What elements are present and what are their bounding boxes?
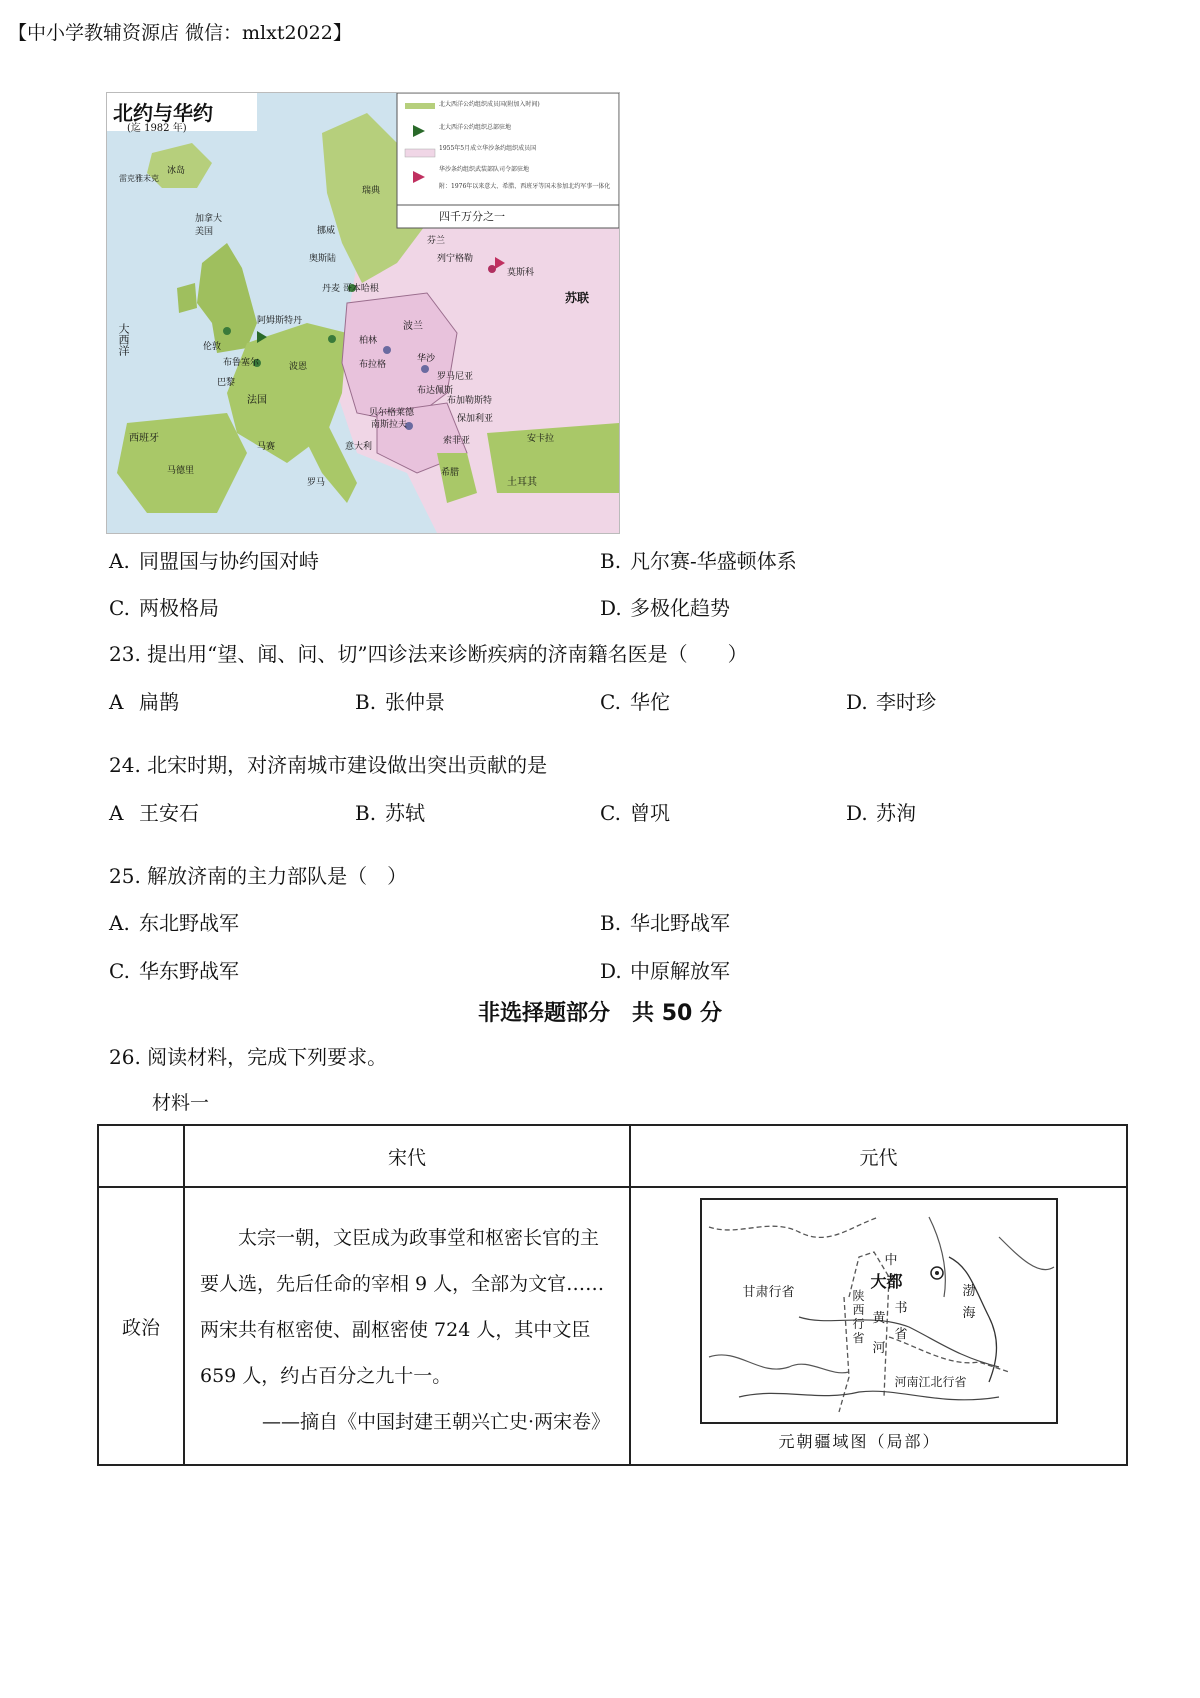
yuan-label-shaanxi: 陕西行省 xyxy=(852,1289,865,1345)
map-label-france: 法国 xyxy=(247,395,267,406)
song-text: 太宗一朝，文臣成为政事堂和枢密长官的主要人选，先后任命的宰相 9 人，全部为文官……两宋共有枢密使、副枢密使 724 人，其中文臣 659 人，约占百分之九十一。 xyxy=(200,1227,605,1387)
yuan-label-huang: 黄 xyxy=(872,1311,886,1326)
option-label: B. xyxy=(600,911,622,935)
map-label-sweden: 瑞典 xyxy=(362,186,381,196)
option-label: A xyxy=(109,801,124,825)
map-label-moscow: 莫斯科 xyxy=(507,268,535,278)
map-label-bonn: 波恩 xyxy=(289,362,308,372)
option-label: D. xyxy=(600,596,622,620)
option-label: C. xyxy=(109,596,130,620)
map-label-oslo: 奥斯陆 xyxy=(309,254,337,264)
nato-warsaw-map xyxy=(106,92,620,534)
yuan-label-gansu: 甘肃行省 xyxy=(742,1285,795,1300)
yuan-label-shu: 书 xyxy=(894,1301,908,1316)
map-label-canada-us: 加拿大 美国 xyxy=(195,214,223,237)
map-legend xyxy=(439,99,611,192)
yuan-label-bohai: 渤海 xyxy=(962,1284,976,1321)
option-label: B. xyxy=(600,549,622,573)
map-label-budapest: 布达佩斯 xyxy=(417,386,454,396)
yuan-label-dadu: 大都 xyxy=(870,1272,903,1291)
q24-option-b xyxy=(355,797,425,826)
option-label: A. xyxy=(109,549,130,573)
header-watermark: 【中小学教辅资源店 微信：mlxt2022】 xyxy=(8,22,352,44)
option-text: 李时珍 xyxy=(876,690,936,714)
map-label-leningrad: 列宁格勒 xyxy=(437,254,474,264)
yuan-label-zhong: 中 xyxy=(884,1253,898,1268)
option-text: 华北野战军 xyxy=(630,911,730,935)
map-label-copenhagen: 丹麦 哥本哈根 xyxy=(322,284,379,294)
yuan-label-he: 河 xyxy=(872,1341,886,1356)
map-label-yugoslavia: 南斯拉夫 xyxy=(371,420,408,430)
yuan-label-sheng: 省 xyxy=(894,1327,908,1342)
q23-option-d xyxy=(846,686,936,715)
option-text: 苏轼 xyxy=(385,801,425,825)
option-label: B. xyxy=(355,801,377,825)
q25-option-a xyxy=(109,907,239,936)
map-label-soviet: 苏联 xyxy=(565,291,590,305)
option-text: 王安石 xyxy=(139,801,199,825)
map-label-greece: 希腊 xyxy=(441,468,460,478)
q24-stem: 24. 北宋时期，对济南城市建设做出突出贡献的是 xyxy=(109,753,548,777)
option-label: C. xyxy=(109,959,130,983)
table-header-yuan: 元代 xyxy=(630,1125,1127,1187)
material-label: 材料一 xyxy=(152,1092,210,1114)
option-label: B. xyxy=(355,690,377,714)
q22-option-c xyxy=(109,592,219,621)
map-label-amsterdam: 阿姆斯特丹 xyxy=(257,316,303,326)
q22-option-a xyxy=(109,545,319,574)
table-header-song: 宋代 xyxy=(184,1125,630,1187)
map-label-bucharest: 布加勒斯特 xyxy=(447,396,493,406)
map-label-atlantic: 大西洋 xyxy=(117,323,130,356)
map-label-rome: 罗马 xyxy=(307,478,326,488)
map-label-brussels: 布鲁塞尔 xyxy=(223,358,260,368)
map-label-sofia: 索菲亚 xyxy=(443,436,471,446)
q22-option-b xyxy=(600,545,797,574)
q23-option-a xyxy=(109,686,179,715)
q25-option-b xyxy=(600,907,730,936)
map-label-berlin: 柏林 xyxy=(359,336,378,346)
yuan-map xyxy=(699,1197,1059,1455)
yuan-label-henan: 河南江北行省 xyxy=(894,1375,967,1389)
song-cell xyxy=(184,1187,630,1465)
option-label: D. xyxy=(600,959,622,983)
option-text: 扁鹊 xyxy=(139,690,179,714)
q25-option-d xyxy=(600,955,730,984)
option-text: 华佗 xyxy=(630,690,670,714)
row-label-politics: 政治 xyxy=(98,1187,184,1465)
map-scale: 四千万分之一 xyxy=(439,210,505,223)
map-label-ankara: 安卡拉 xyxy=(527,434,555,444)
option-label: C. xyxy=(600,690,621,714)
option-text: 凡尔赛-华盛顿体系 xyxy=(630,549,797,573)
q25-stem: 25. 解放济南的主力部队是（ ） xyxy=(109,864,408,888)
q24-option-c xyxy=(600,797,670,826)
map-label-warsaw: 华沙 xyxy=(417,354,436,364)
song-source: ——摘自《中国封建王朝兴亡史·两宋卷》 xyxy=(261,1411,610,1433)
map-subtitle: (迄 1982 年) xyxy=(127,123,187,134)
table-header-empty xyxy=(98,1125,184,1187)
map-label-spain: 西班牙 xyxy=(129,433,159,444)
map-label-italy: 意大利 xyxy=(345,442,373,452)
map-label-london: 伦敦 xyxy=(203,342,222,352)
option-text: 东北野战军 xyxy=(139,911,239,935)
option-label: D. xyxy=(846,801,868,825)
map-label-poland: 波兰 xyxy=(403,321,423,332)
map-label-paris: 巴黎 xyxy=(217,378,236,388)
q23-option-b xyxy=(355,686,445,715)
section-title: 非选择题部分 共 50 分 xyxy=(478,1001,722,1026)
map-label-turkey: 土耳其 xyxy=(507,477,537,488)
option-label: D. xyxy=(846,690,868,714)
option-text: 张仲景 xyxy=(385,690,445,714)
map-label-reykjavik: 雷克雅未克 xyxy=(119,174,159,183)
map-title: 北约与华约 xyxy=(113,101,213,125)
legend-item: 北大西洋公约组织总部驻地 xyxy=(439,124,512,131)
map-label-prague: 布拉格 xyxy=(359,360,387,370)
option-label: A xyxy=(109,690,124,714)
map-label-iceland: 冰岛 xyxy=(167,166,186,176)
yuan-cell xyxy=(630,1187,1127,1465)
q25-option-c xyxy=(109,955,239,984)
map-label-bulgaria: 保加利亚 xyxy=(457,414,494,424)
option-text: 中原解放军 xyxy=(630,959,730,983)
q22-option-d xyxy=(600,592,730,621)
map-label-belgrade: 贝尔格莱德 xyxy=(369,408,415,418)
map-label-marseille: 马赛 xyxy=(257,442,276,452)
q23-stem: 23. 提出用“望、闻、问、切”四诊法来诊断疾病的济南籍名医是（ ） xyxy=(109,642,748,666)
map-label-finland: 芬兰 xyxy=(427,236,446,246)
q26-stem: 26. 阅读材料，完成下列要求。 xyxy=(109,1045,388,1069)
option-text: 曾巩 xyxy=(630,801,670,825)
map-label-madrid: 马德里 xyxy=(167,466,195,476)
legend-item: 华沙条约组织武装部队司令部驻地 xyxy=(439,166,530,173)
legend-item: 附：1976年以来意大、希腊、西班牙等国未参加北约军事一体化 xyxy=(439,183,611,190)
yuan-map-caption: 元朝疆域图（局部） xyxy=(778,1432,941,1451)
map-label-norway: 挪威 xyxy=(317,226,336,236)
option-label: A. xyxy=(109,911,130,935)
q24-option-d xyxy=(846,797,916,826)
material-table xyxy=(97,1124,1128,1466)
legend-item: 1955年5月成立华沙条约组织成员国 xyxy=(439,145,537,152)
q23-option-c xyxy=(600,686,670,715)
option-text: 多极化趋势 xyxy=(630,596,730,620)
option-label: C. xyxy=(600,801,621,825)
option-text: 同盟国与协约国对峙 xyxy=(139,549,319,573)
legend-item: 北大西洋公约组织成员国(附加入时间) xyxy=(439,101,540,108)
option-text: 苏洵 xyxy=(876,801,916,825)
q24-option-a xyxy=(109,797,199,826)
option-text: 两极格局 xyxy=(139,596,219,620)
option-text: 华东野战军 xyxy=(139,959,239,983)
map-label-romania: 罗马尼亚 xyxy=(437,372,474,382)
